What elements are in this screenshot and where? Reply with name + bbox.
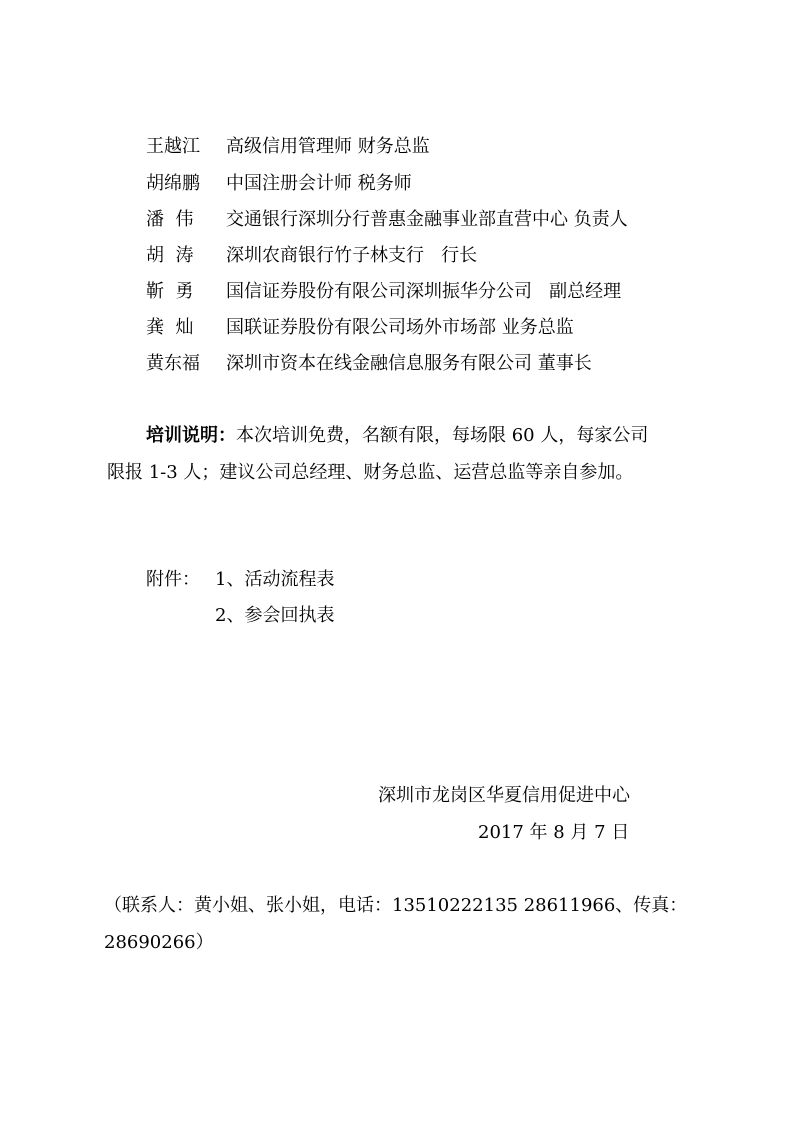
attachment-item: 1、活动流程表 xyxy=(215,569,335,590)
lecturer-title: 深圳市资本在线金融信息服务有限公司 董事长 xyxy=(226,353,592,374)
lecturer-name: 龚 灿 xyxy=(146,317,194,338)
issue-date: 2017 年 8 月 7 日 xyxy=(478,822,630,843)
issuing-organization: 深圳市龙岗区华夏信用促进中心 xyxy=(378,785,630,806)
lecturer-title: 国联证券股份有限公司场外市场部 业务总监 xyxy=(226,317,574,338)
contact-line: （联系人：黄小姐、张小姐，电话：13510222135 28611966、传真： xyxy=(104,895,688,916)
training-note-label: 培训说明： xyxy=(146,425,236,446)
lecturer-title: 中国注册会计师 税务师 xyxy=(226,173,412,194)
attachment-item: 2、参会回执表 xyxy=(215,605,335,626)
lecturer-name: 王越江 xyxy=(146,136,200,157)
lecturer-name: 胡绵鹏 xyxy=(146,173,200,194)
training-note-line: 限报 1-3 人；建议公司总经理、财务总监、运营总监等亲自参加。 xyxy=(107,462,634,483)
lecturer-title: 交通银行深圳分行普惠金融事业部直营中心 负责人 xyxy=(226,209,628,230)
lecturer-name: 胡 涛 xyxy=(146,245,194,266)
contact-line: 28690266） xyxy=(104,932,214,953)
training-note-text: 本次培训免费，名额有限，每场限 60 人，每家公司 xyxy=(236,425,649,446)
training-note-line xyxy=(146,424,648,448)
lecturer-title: 国信证券股份有限公司深圳振华分公司 副总经理 xyxy=(226,281,622,302)
lecturer-name: 黄东福 xyxy=(146,353,200,374)
lecturer-title: 高级信用管理师 财务总监 xyxy=(226,136,430,157)
lecturer-title: 深圳农商银行竹子林支行 行长 xyxy=(226,245,478,266)
lecturer-name: 潘 伟 xyxy=(146,209,194,230)
attachments-label: 附件： xyxy=(146,569,200,590)
lecturer-name: 靳 勇 xyxy=(146,281,194,302)
